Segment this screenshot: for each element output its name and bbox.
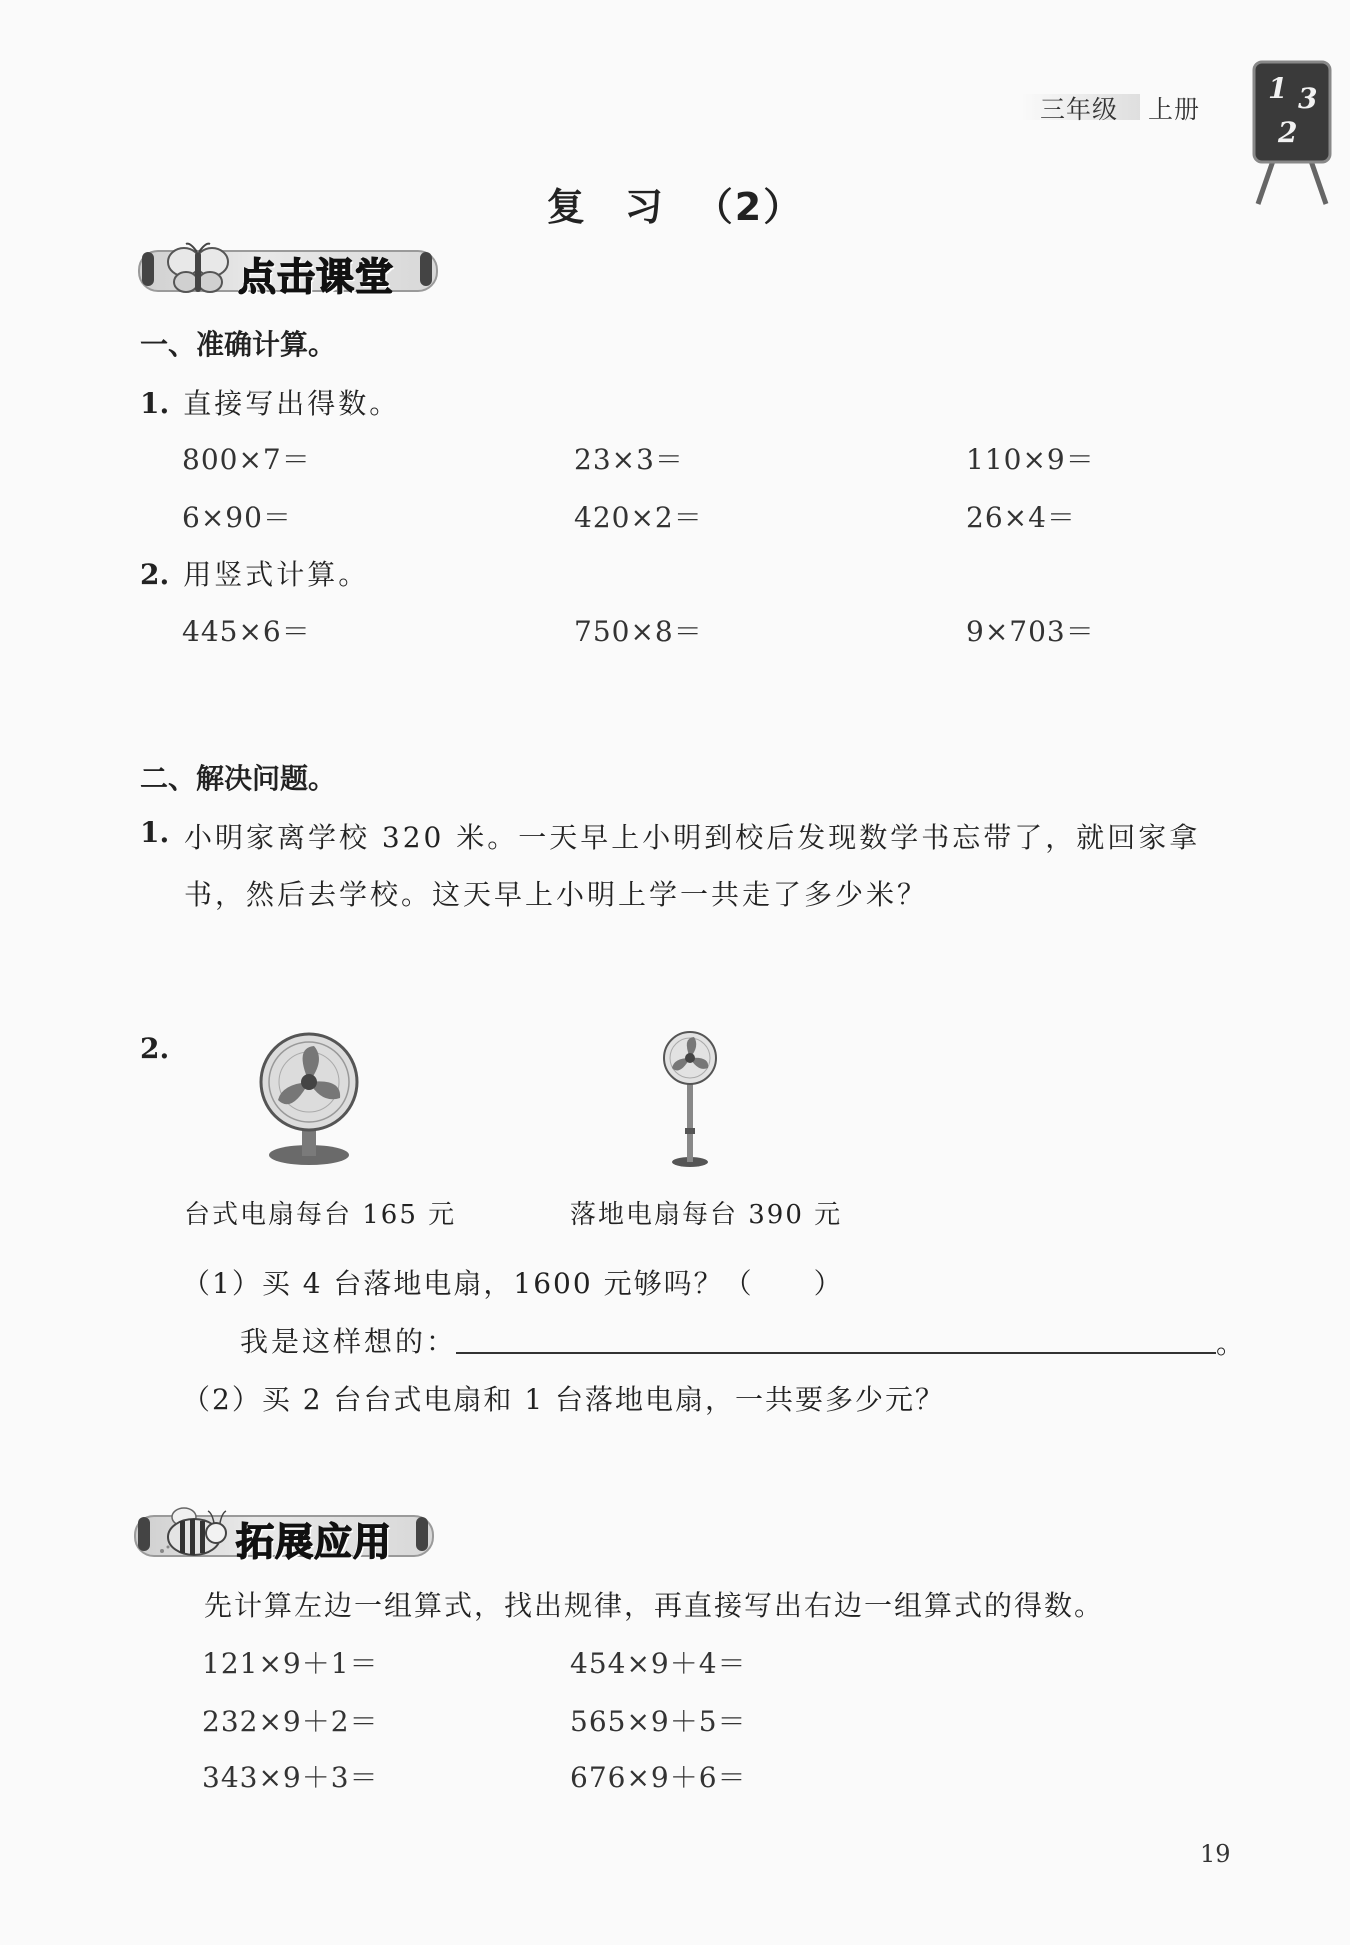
bee-icon bbox=[154, 1505, 230, 1563]
question-number: 2. bbox=[140, 558, 170, 591]
expression: 9×703＝ bbox=[966, 615, 1095, 648]
expression: 420×2＝ bbox=[574, 501, 703, 534]
banner-click-class bbox=[138, 240, 438, 298]
grade-tag bbox=[1040, 90, 1200, 126]
board-digit-3: 3 bbox=[1298, 82, 1318, 115]
volume-label: 上册 bbox=[1148, 95, 1201, 124]
expression: 110×9＝ bbox=[966, 443, 1095, 476]
title-part1: 复 bbox=[546, 185, 587, 229]
page-title bbox=[0, 176, 1350, 231]
reasoning-answer-line[interactable] bbox=[456, 1352, 1216, 1354]
title-part3: （2） bbox=[694, 185, 804, 229]
pattern-expression-left: 121×9＋1＝ bbox=[202, 1647, 379, 1680]
section-heading-problems: 二、解决问题。 bbox=[140, 762, 337, 795]
reasoning-prompt: 我是这样想的： bbox=[240, 1325, 458, 1358]
banner-extension bbox=[134, 1505, 434, 1563]
board-digit-1: 1 bbox=[1268, 72, 1288, 105]
page-number: 19 bbox=[1200, 1840, 1231, 1868]
problem-text-line2: 书，然后去学校。这天早上小明上学一共走了多少米？ bbox=[184, 878, 929, 911]
grade-label: 三年级 bbox=[1040, 95, 1119, 124]
butterfly-icon bbox=[164, 240, 234, 298]
answer-line-end: 。 bbox=[1216, 1327, 1248, 1360]
sub-question-2: （2）买 2 台台式电扇和 1 台落地电扇，一共要多少元？ bbox=[182, 1383, 946, 1416]
expression: 23×3＝ bbox=[574, 443, 684, 476]
desk-fan-image bbox=[254, 1030, 364, 1170]
problem-text-line1: 小明家离学校 320 米。一天早上小明到校后发现数学书忘带了，就回家拿 bbox=[184, 821, 1201, 854]
banner-label: 拓展应用 bbox=[236, 1520, 393, 1564]
expression: 800×7＝ bbox=[182, 443, 311, 476]
desk-fan-caption: 台式电扇每台 165 元 bbox=[184, 1200, 457, 1230]
question-1-2 bbox=[140, 553, 369, 593]
sub-question-1: （1）买 4 台落地电扇，1600 元够吗？（ ） bbox=[182, 1267, 844, 1300]
question-text: 直接写出得数。 bbox=[183, 387, 401, 420]
question-number: 2. bbox=[140, 1032, 170, 1065]
pattern-expression-right: 454×9＋4＝ bbox=[570, 1647, 747, 1680]
extension-instruction: 先计算左边一组算式，找出规律，再直接写出右边一组算式的得数。 bbox=[204, 1589, 1105, 1622]
expression: 26×4＝ bbox=[966, 501, 1076, 534]
expression: 6×90＝ bbox=[182, 501, 292, 534]
floor-fan-image bbox=[660, 1028, 720, 1168]
expression: 750×8＝ bbox=[574, 615, 703, 648]
expression: 445×6＝ bbox=[182, 615, 311, 648]
section-heading-calc: 一、准确计算。 bbox=[140, 328, 337, 361]
floor-fan-caption: 落地电扇每台 390 元 bbox=[570, 1200, 843, 1230]
question-number: 1. bbox=[140, 816, 170, 849]
pattern-expression-left: 232×9＋2＝ bbox=[202, 1705, 379, 1738]
question-2-1 bbox=[140, 816, 183, 849]
question-1-1 bbox=[140, 382, 400, 422]
pattern-expression-left: 343×9＋3＝ bbox=[202, 1761, 379, 1794]
question-text: 用竖式计算。 bbox=[183, 558, 370, 591]
pattern-expression-right: 676×9＋6＝ bbox=[570, 1761, 747, 1794]
question-number: 1. bbox=[140, 387, 170, 420]
pattern-expression-right: 565×9＋5＝ bbox=[570, 1705, 747, 1738]
title-part2: 习 bbox=[624, 185, 665, 229]
banner-label: 点击课堂 bbox=[238, 255, 395, 299]
board-digit-2: 2 bbox=[1278, 116, 1298, 149]
question-2-2 bbox=[140, 1032, 183, 1065]
